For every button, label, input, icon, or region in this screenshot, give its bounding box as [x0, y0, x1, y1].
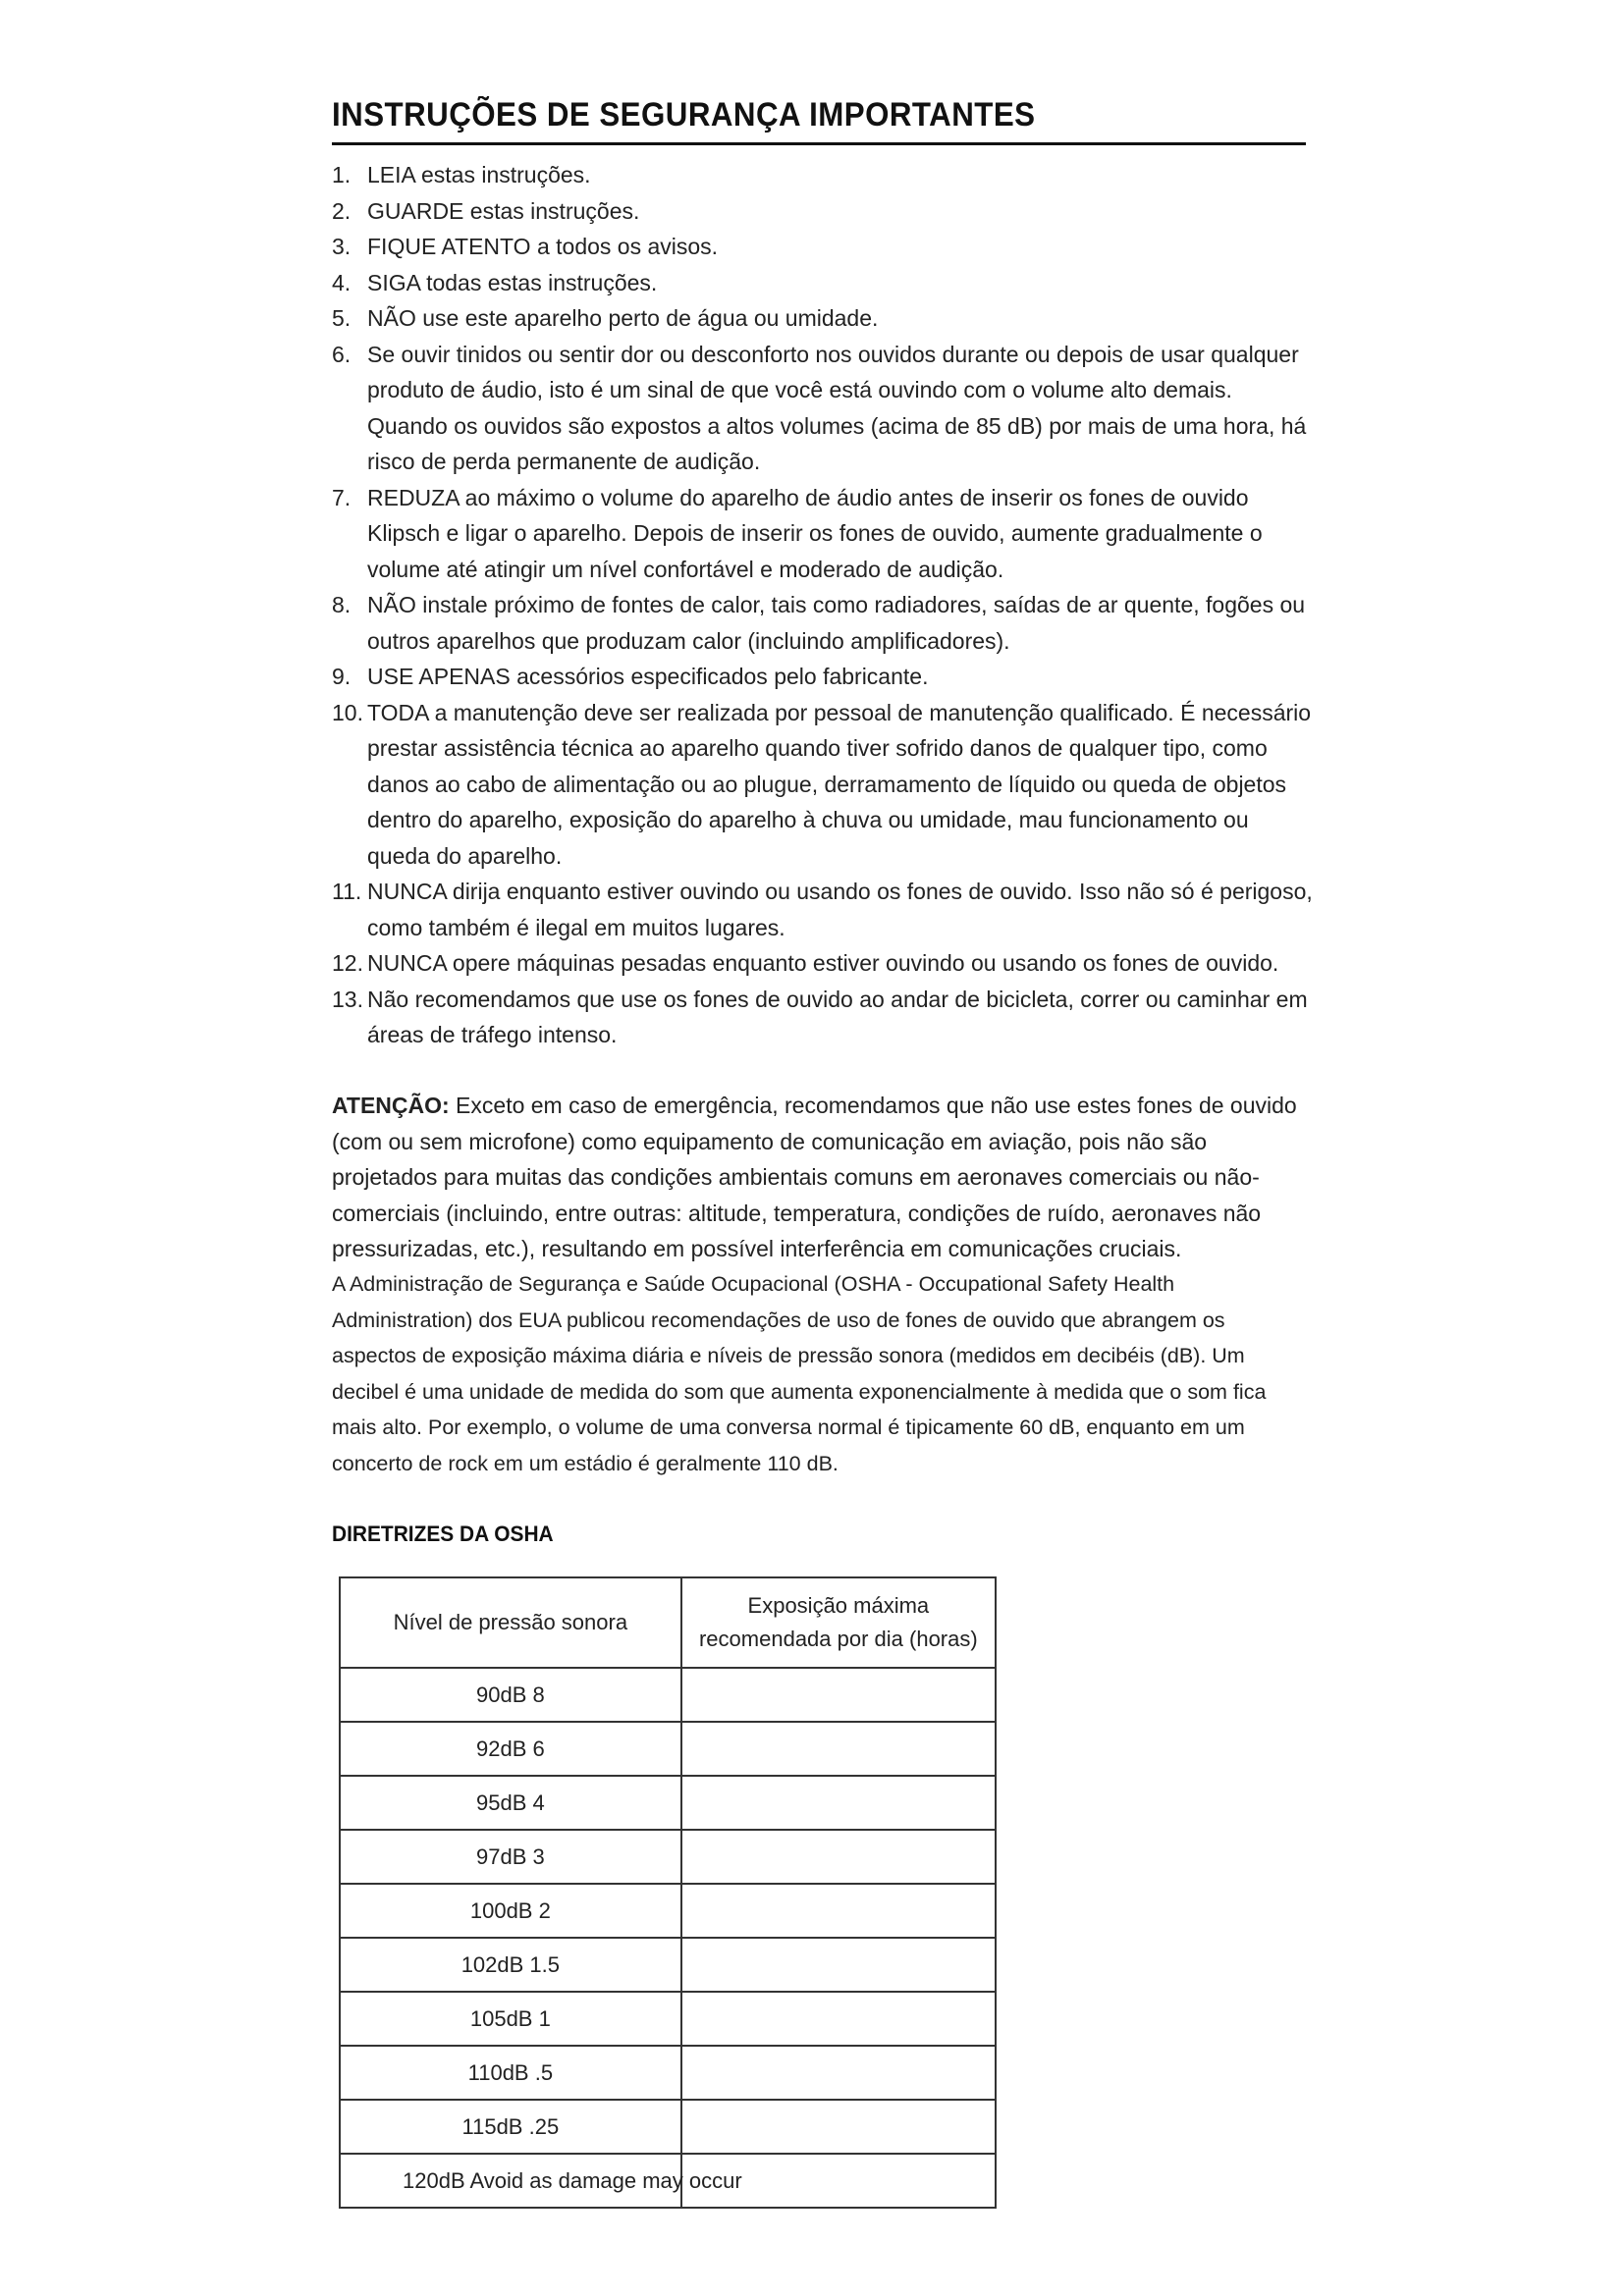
page-title: INSTRUÇÕES DE SEGURANÇA IMPORTANTES [332, 96, 1036, 133]
item-text: FIQUE ATENTO a todos os avisos. [367, 234, 719, 259]
table-row [340, 1830, 996, 1884]
table-cell: 92dB 6 [340, 1722, 681, 1776]
table-row [340, 2154, 996, 2208]
item-number: 6. [332, 341, 352, 367]
item-text: USE APENAS acessórios especificados pelo fabricante. [367, 664, 929, 689]
table-heading: DIRETRIZES DA OSHA [332, 1522, 554, 1546]
osha-table [339, 1576, 997, 2209]
title-underline [332, 142, 1306, 145]
table-cell [681, 1992, 996, 2046]
item-text: Não recomendamos que use os fones de ouvido ao andar de bicicleta, correr ou caminhar em áreas de tráfego intenso. [367, 986, 1308, 1047]
list-item [332, 945, 1314, 982]
item-number: 3. [332, 234, 352, 259]
list-item [332, 157, 1314, 193]
list-item [332, 982, 1314, 1053]
item-text: GUARDE estas instruções. [367, 197, 640, 224]
list-item [332, 300, 1314, 337]
table-row [340, 1938, 996, 1992]
instructions-list [332, 157, 1314, 1053]
item-number: 13. [332, 986, 363, 1012]
table-row [340, 2100, 996, 2154]
item-number: 2. [332, 197, 352, 224]
item-number: 1. [332, 162, 352, 187]
item-text: SIGA todas estas instruções. [367, 269, 658, 295]
item-text: REDUZA ao máximo o volume do aparelho de áudio antes de inserir os fones de ouvido Klipsch e ligar o aparelho. Depois de inserir os fones de ouvido, aumente gradualmente o volume até atingir um nível confortável e moderado de audição. [367, 484, 1263, 582]
list-item [332, 695, 1314, 875]
item-text: NUNCA opere máquinas pesadas enquanto estiver ouvindo ou usando os fones de ouvido. [367, 950, 1279, 976]
item-text: TODA a manutenção deve ser realizada por pessoal de manutenção qualificado. É necessário prestar assistência técnica ao aparelho quando tiver sofrido danos de qualquer tipo, como danos ao cabo de alimentação ou ao plugue, derramamento de líquido ou queda de objetos dentro do aparelho, exposição do aparelho à chuva ou umidade, mau funcionamento ou queda do aparelho. [367, 699, 1312, 869]
table-cell-text: 120dB Avoid as damage may occur [403, 2167, 742, 2193]
table-cell: 105dB 1 [340, 1992, 681, 2046]
osha-paragraph: A Administração de Segurança e Saúde Ocupacional (OSHA - Occupational Safety Health Administration) dos EUA publicou recomendações de uso de fones de ouvido que abrangem os aspectos de exposição máxima diária e níveis de pressão sonora (medidos em decibéis (dB). Um decibel é uma unidade de medida do som que aumenta exponencialmente à medida que o som fica mais alto. Por exemplo, o volume de uma conversa normal é tipicamente 60 dB, enquanto em um concerto de rock em um estádio é geralmente 110 dB. [332, 1272, 1267, 1475]
attention-text: Exceto em caso de emergência, recomendamos que não use estes fones de ouvido (com ou sem microfone) como equipamento de comunicação em aviação, pois não são projetados para muitas das condições ambientais comuns em aeronaves comerciais ou não-comerciais (incluindo, entre outras: altitude, temperatura, condições de ruído, aeronaves não pressurizadas, etc.), resultando em possível interferência em comunicações cruciais. [332, 1093, 1297, 1261]
item-text: NÃO use este aparelho perto de água ou umidade. [367, 305, 879, 331]
item-number: 5. [332, 305, 352, 331]
table-cell: 97dB 3 [340, 1830, 681, 1884]
item-number: 8. [332, 592, 352, 617]
item-number: 12. [332, 950, 363, 976]
table-cell: 90dB 8 [340, 1668, 681, 1722]
list-item [332, 480, 1314, 588]
table-cell [340, 2154, 742, 2208]
item-text: NÃO instale próximo de fontes de calor, tais como radiadores, saídas de ar quente, fogões ou outros aparelhos que produzam calor (incluindo amplificadores). [367, 592, 1306, 654]
table-cell [681, 1830, 996, 1884]
list-item [332, 229, 1314, 265]
table-cell [681, 1722, 996, 1776]
table-header-row [340, 1577, 996, 1668]
table-row [340, 1668, 996, 1722]
item-number: 11. [332, 879, 362, 904]
table-row [340, 1722, 996, 1776]
list-item [332, 193, 1314, 230]
item-text: NUNCA dirija enquanto estiver ouvindo ou usando os fones de ouvido. Isso não só é perigoso, como também é ilegal em muitos lugares. [367, 879, 1313, 940]
table-row [340, 1776, 996, 1830]
item-number: 7. [332, 484, 352, 510]
table-cell: 115dB .25 [340, 2100, 681, 2154]
item-number: 10. [332, 699, 363, 725]
item-number: 4. [332, 269, 352, 295]
table-cell [681, 1938, 996, 1992]
table-row [340, 2046, 996, 2100]
table-cell: 95dB 4 [340, 1776, 681, 1830]
table-cell [681, 1668, 996, 1722]
list-item [332, 587, 1314, 659]
item-text: LEIA estas instruções. [367, 162, 591, 187]
table-cell [681, 1884, 996, 1938]
item-number: 9. [332, 664, 352, 689]
table-cell [681, 2100, 996, 2154]
attention-label: ATENÇÃO: [332, 1093, 450, 1118]
list-item [332, 874, 1314, 945]
item-text: Se ouvir tinidos ou sentir dor ou desconforto nos ouvidos durante ou depois de usar qualquer produto de áudio, isto é um sinal de que você está ouvindo com o volume alto demais. Quando os ouvidos são expostos a altos volumes (acima de 85 dB) por mais de uma hora, há risco de perda permanente de audição. [367, 341, 1307, 474]
column-header-pressure: Nível de pressão sonora [340, 1577, 681, 1668]
list-item [332, 337, 1314, 480]
list-item [332, 659, 1314, 695]
list-item [332, 265, 1314, 301]
table-row [340, 1992, 996, 2046]
table-cell [681, 2046, 996, 2100]
column-header-exposure: Exposição máxima recomendada por dia (horas) [681, 1577, 996, 1668]
table-cell: 100dB 2 [340, 1884, 681, 1938]
table-cell: 102dB 1.5 [340, 1938, 681, 1992]
table-row [340, 1884, 996, 1938]
attention-paragraph [332, 1088, 1314, 1267]
table-cell [681, 1776, 996, 1830]
table-cell: 110dB .5 [340, 2046, 681, 2100]
